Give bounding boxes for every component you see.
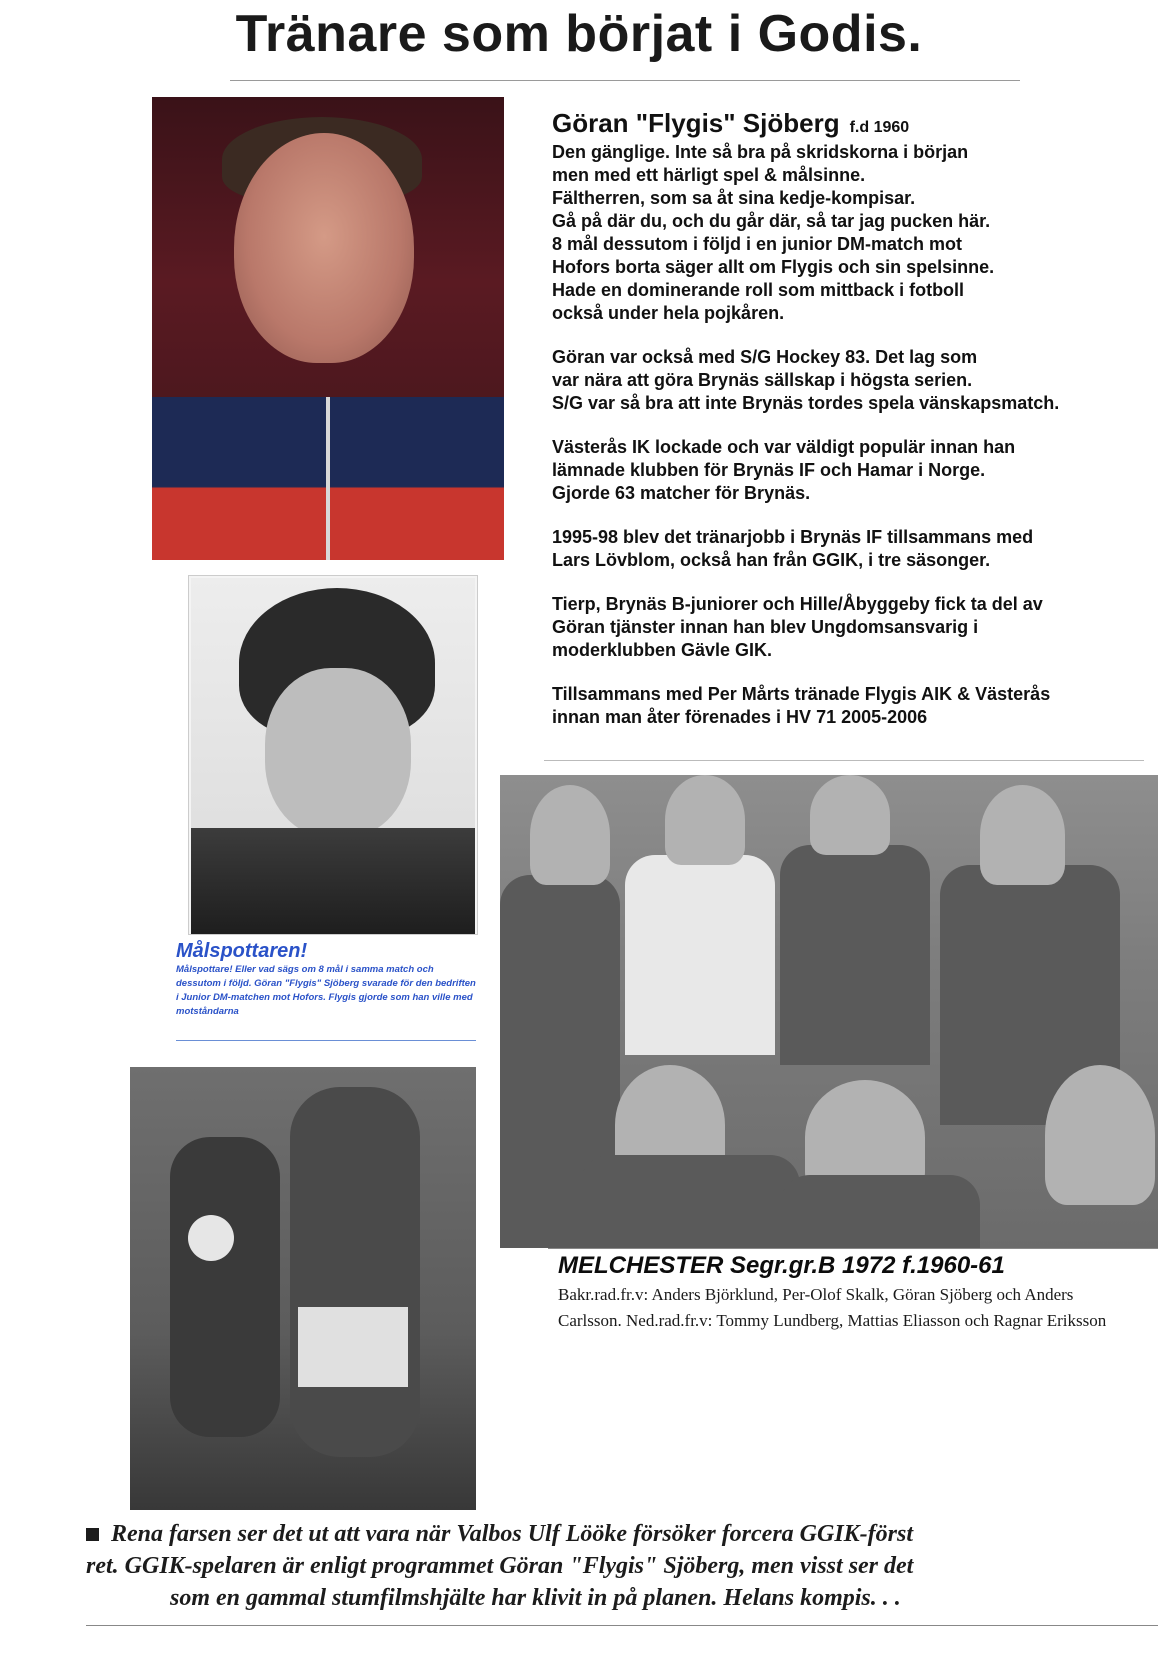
bullet-icon bbox=[86, 1528, 99, 1541]
bottom-divider bbox=[86, 1625, 1158, 1626]
article-paragraph: Göran var också med S/G Hockey 83. Det lag som var nära att göra Brynäs sällskap i högsta serien. S/G var så bra att inte Brynäs tordes spela vänskapsmatch. bbox=[552, 347, 1060, 413]
team-kid-head bbox=[530, 785, 610, 885]
action-player-left bbox=[170, 1137, 280, 1437]
article-paragraph: Västerås IK lockade och var väldigt populär innan han lämnade klubben för Brynäs IF och Hamar i Norge. Gjorde 63 matcher för Brynäs. bbox=[552, 437, 1016, 503]
article-paragraph: Tierp, Brynäs B-juniorer och Hille/Åbyggeby fick ta del av Göran tjänster innan han blev Ungdomsansvarig i moderklubben Gävle GIK. bbox=[552, 594, 1043, 660]
article-divider bbox=[544, 760, 1144, 761]
team-kid-head bbox=[665, 775, 745, 865]
team-kid-body bbox=[780, 845, 930, 1065]
bottom-caption-line: Rena farsen ser det ut att vara när Valbos Ulf Lööke försöker forcera GGIK-först bbox=[111, 1521, 914, 1547]
team-kid-head bbox=[980, 785, 1065, 885]
action-player-right bbox=[290, 1087, 420, 1457]
youth-photo bbox=[188, 575, 478, 935]
youth-photo-image bbox=[191, 578, 475, 934]
team-caption-title: MELCHESTER Segr.gr.B 1972 f.1960-61 bbox=[558, 1252, 1005, 1279]
article-paragraph: Tillsammans med Per Mårts tränade Flygis AIK & Västerås innan man åter förenades i HV 71 2005-2006 bbox=[552, 684, 1051, 727]
youth-face bbox=[265, 668, 411, 838]
team-photo bbox=[500, 775, 1158, 1248]
article-paragraph: Den gänglige. Inte så bra på skridskorna i början men med ett härligt spel & målsinne. Fältherren, som sa åt sina kedje-kompisar. Gå på där du, och du går där, så tar jag pucken här. 8 mål dessutom i följd i en junior DM-match mot Hofors borta säger allt om Flygis och sin spelsinne. Hade en dominerande roll som mittback i fotboll också under hela pojkåren. bbox=[552, 142, 995, 323]
bottom-caption-line: som en gammal stumfilmshjälte har klivit in på planen. Helans kompis. . . bbox=[170, 1585, 901, 1611]
team-kid-body bbox=[580, 1155, 800, 1248]
portrait-face bbox=[234, 133, 414, 363]
portrait-zipper bbox=[326, 397, 330, 560]
team-caption-text: Bakr.rad.fr.v: Anders Björklund, Per-Olof Skalk, Göran Sjöberg och Anders Carlsson. Ned.rad.fr.v: Tommy Lundberg, Mattias Eliasson och Ragnar Eriksson bbox=[558, 1285, 1107, 1330]
youth-clipping-body: Målspottare! Eller vad sägs om 8 mål i samma match och dessutom i följd. Göran "Flygis" Sjöberg svarade för den bedriften i Junior DM-matchen mot Hofors. Flygis gjorde som han ville med motståndarna bbox=[176, 964, 476, 1017]
article bbox=[552, 108, 1152, 750]
title-divider bbox=[230, 80, 1020, 81]
bottom-caption bbox=[86, 1518, 1158, 1614]
article-name: Göran "Flygis" Sjöberg bbox=[552, 108, 840, 138]
youth-shirt bbox=[191, 828, 475, 934]
article-born: f.d 1960 bbox=[849, 119, 910, 136]
ball-icon bbox=[188, 1215, 234, 1261]
article-paragraph: 1995-98 blev det tränarjobb i Brynäs IF tillsammans med Lars Lövblom, också han från GGIK, i tre säsonger. bbox=[552, 527, 1034, 570]
team-caption-divider bbox=[548, 1248, 1158, 1249]
youth-clipping bbox=[176, 940, 476, 1041]
team-kid-head bbox=[1045, 1065, 1155, 1205]
action-shorts bbox=[298, 1307, 408, 1387]
page-title: Tränare som börjat i Godis. bbox=[235, 5, 923, 63]
team-kid-shirt bbox=[625, 855, 775, 1055]
youth-clipping-headline: Målspottaren! bbox=[176, 940, 308, 962]
team-kid-body bbox=[780, 1175, 980, 1248]
team-kid-head bbox=[810, 775, 890, 855]
portrait-photo bbox=[152, 97, 504, 560]
bottom-caption-line: ret. GGIK-spelaren är enligt programmet Göran "Flygis" Sjöberg, men visst ser det bbox=[86, 1553, 914, 1579]
action-photo bbox=[130, 1067, 476, 1510]
